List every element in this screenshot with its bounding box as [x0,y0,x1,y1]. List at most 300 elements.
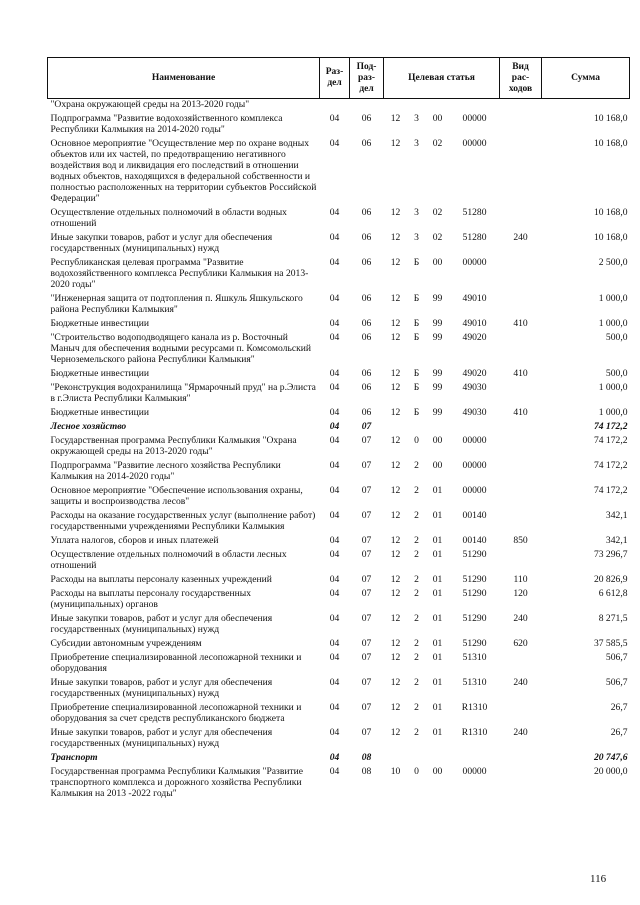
row-expense-type [500,763,542,799]
row-target-program [384,418,408,432]
row-target-program [384,749,408,763]
row-target-subprogram: 2 [414,535,419,546]
row-target-event: 00 [432,460,443,471]
row-name: Бюджетные инвестиции [50,407,149,418]
row-expense-type: 240 [513,727,528,738]
table-row [48,99,630,111]
row-podrazdel: 07 [361,435,372,446]
row-name: Подпрограмма "Развитие лесного хозяйства Республики Калмыкия на 2014-2020 годы" [50,460,281,482]
row-expense-type [500,418,542,432]
row-expense-type [500,432,542,457]
row-expense-type [500,99,542,111]
row-target-event: 01 [432,638,443,649]
row-target-event: 99 [432,293,443,304]
row-podrazdel: 07 [361,588,372,599]
table-row [48,329,630,365]
row-sum: 74 172,2 [593,485,628,496]
table-row [48,571,630,585]
row-name: "Строительство водоподводящего канала из р. Восточный Маныч для обеспечения водными ресурсами п. Комсомольский Черноземельского района Республики Калмыкия" [50,332,312,365]
row-expense-type: 850 [513,535,528,546]
table-row [48,724,630,749]
row-sum: 73 296,7 [593,549,628,560]
row-razdel: 04 [329,435,340,446]
table-row [48,610,630,635]
header-razdel: Раз- дел [320,58,350,99]
table-row [48,546,630,571]
table-row [48,649,630,674]
row-target-code: 00000 [462,257,487,268]
page-number: 116 [590,873,607,885]
row-razdel: 04 [329,382,340,393]
row-target-program: 12 [390,727,401,738]
row-sum: 342,1 [605,510,628,521]
row-target-subprogram: 2 [414,613,419,624]
header-name: Наименование [48,58,320,99]
row-podrazdel: 07 [361,574,372,585]
row-expense-type [500,749,542,763]
row-target-subprogram: 0 [414,766,419,777]
row-target-code: 49030 [462,407,487,418]
row-target-program: 12 [390,535,401,546]
table-row [48,635,630,649]
row-podrazdel [350,99,384,111]
row-expense-type [500,546,542,571]
row-name: Государственная программа Республики Калмыкия "Развитие транспортного комплекса и дорожного хозяйства Республики Калмыкия на 2013 -2022 годы" [50,766,304,799]
row-sum: 342,1 [605,535,628,546]
row-target-code: 51290 [462,549,487,560]
row-razdel: 04 [329,485,340,496]
row-target-program: 12 [390,138,401,149]
row-target-code: 00000 [462,460,487,471]
table-row [48,585,630,610]
row-razdel: 04 [329,113,340,124]
row-target-subprogram: 2 [414,574,419,585]
row-name: Государственная программа Республики Калмыкия "Охрана окружающей среды на 2013-2020 годы" [50,435,297,457]
row-razdel: 04 [329,549,340,560]
row-podrazdel: 06 [361,207,372,218]
row-target-code: R1310 [461,702,488,713]
row-podrazdel: 06 [361,407,372,418]
row-target-code: 00140 [462,535,487,546]
row-razdel: 04 [329,460,340,471]
header-vid: Вид рас- ходов [500,58,542,99]
header-target: Целевая статья [384,58,500,99]
row-name: Подпрограмма "Развитие водохозяйственного комплекса Республики Калмыкия на 2014-2020 годы" [50,113,283,135]
row-podrazdel: 07 [361,485,372,496]
table-row [48,315,630,329]
row-podrazdel: 07 [361,702,372,713]
row-target-program: 10 [390,766,401,777]
row-expense-type: 240 [513,232,528,243]
row-target-subprogram: Б [413,257,420,268]
row-sum: 74 172,2 [593,460,628,471]
row-target-event: 01 [432,613,443,624]
row-target-program: 12 [390,460,401,471]
row-target-event: 01 [432,510,443,521]
row-target-code: 51290 [462,574,487,585]
row-target-code: R1310 [461,727,488,738]
row-razdel: 04 [329,702,340,713]
row-target-event: 01 [432,588,443,599]
row-razdel: 04 [329,613,340,624]
row-podrazdel: 06 [361,232,372,243]
table-row [48,110,630,135]
row-razdel: 04 [329,138,340,149]
row-sum: 74 172,2 [593,421,628,432]
table-row [48,135,630,204]
row-sum: 20 000,0 [593,766,628,777]
row-target-code: 49010 [462,318,487,329]
row-name: "Инженерная защита от подтопления п. Яшкуль Яшкульского района Республики Калмыкия" [50,293,303,315]
row-target-subprogram: 3 [414,138,419,149]
row-name: "Реконструкция водохранилища "Ярмарочный пруд" на р.Элиста в г.Элиста Республики Калмыкия" [50,382,316,404]
row-target-subprogram: 2 [414,677,419,688]
row-expense-type: 620 [513,638,528,649]
row-target-event: 01 [432,485,443,496]
row-target-code: 49030 [462,382,487,393]
row-name: Основное мероприятие "Обеспечение использования охраны, защиты и воспроизводства лесов" [50,485,303,507]
row-podrazdel: 07 [361,535,372,546]
table-row [48,699,630,724]
row-target-program: 12 [390,510,401,521]
table-row [48,482,630,507]
row-target-subprogram: Б [413,332,420,343]
row-target-subprogram: Б [413,368,420,379]
row-target-subprogram: 2 [414,638,419,649]
row-target-event: 99 [432,407,443,418]
row-podrazdel: 06 [361,332,372,343]
section-row [48,749,630,763]
row-expense-type [500,457,542,482]
row-target-code [450,99,500,111]
row-target-subprogram: 2 [414,588,419,599]
row-target-program: 12 [390,485,401,496]
row-name: Осуществление отдельных полномочий в области водных отношений [50,207,287,229]
row-razdel: 04 [329,318,340,329]
row-expense-type [500,699,542,724]
row-name: Иные закупки товаров, работ и услуг для обеспечения государственных (муниципальных) нужд [50,727,273,749]
row-target-program: 12 [390,368,401,379]
row-name: Основное мероприятие "Осуществление мер по охране водных объектов или их частей, по предотвращению негативного воздействия вод и ликвидация его последствий в отношении водных объектов, находящихся в федеральной собственности и полностью расположенных на территории субъектов Российской Федерации" [50,138,317,204]
row-sum: 10 168,0 [593,207,628,218]
table-row [48,507,630,532]
row-sum: 20 747,6 [593,752,628,763]
row-podrazdel: 07 [361,460,372,471]
row-target-code: 51290 [462,638,487,649]
row-podrazdel: 07 [361,549,372,560]
row-target-event: 01 [432,549,443,560]
row-name: Транспорт [50,752,98,763]
table-row [48,432,630,457]
row-expense-type [500,110,542,135]
row-name: Иные закупки товаров, работ и услуг для обеспечения государственных (муниципальных) нужд [50,232,273,254]
row-sum: 74 172,2 [593,435,628,446]
row-expense-type: 410 [513,368,528,379]
row-sum: 500,0 [605,368,628,379]
row-target-program: 12 [390,232,401,243]
row-name: "Охрана окружающей среды на 2013-2020 годы" [50,99,250,110]
row-name: Республиканская целевая программа "Развитие водохозяйственного комплекса Республики Калмыкия на 2013-2020 годы" [50,257,309,290]
row-target-subprogram: 3 [414,113,419,124]
row-target-program: 12 [390,318,401,329]
row-name: Иные закупки товаров, работ и услуг для обеспечения государственных (муниципальных) нужд [50,613,273,635]
row-sum: 37 585,5 [593,638,628,649]
row-target-program: 12 [390,435,401,446]
row-target-event: 01 [432,652,443,663]
row-name: Расходы на оказание государственных услуг (выполнение работ) государственными учреждениями Республики Калмыкия [50,510,316,532]
row-name: Лесное хозяйство [50,421,127,432]
row-razdel [320,99,350,111]
row-razdel: 04 [329,588,340,599]
row-razdel: 04 [329,652,340,663]
row-target-program: 12 [390,702,401,713]
row-target-program: 12 [390,613,401,624]
row-expense-type: 240 [513,677,528,688]
row-target-subprogram: Б [413,407,420,418]
row-expense-type [500,254,542,290]
row-target-event: 01 [432,702,443,713]
table-row [48,229,630,254]
row-podrazdel: 07 [361,652,372,663]
row-target-subprogram: 2 [414,510,419,521]
row-sum: 10 168,0 [593,138,628,149]
row-target-event: 01 [432,574,443,585]
row-target-subprogram [408,418,426,432]
row-target-event: 01 [432,727,443,738]
row-sum: 2 500,0 [598,257,628,268]
row-expense-type [500,482,542,507]
budget-table [47,57,630,799]
row-name: Субсидии автономным учреждениям [50,638,202,649]
row-target-subprogram: 2 [414,652,419,663]
row-target-program: 12 [390,638,401,649]
row-target-subprogram [408,99,426,111]
row-podrazdel: 06 [361,257,372,268]
row-sum: 1 000,0 [598,318,628,329]
row-target-program: 12 [390,677,401,688]
row-target-code [450,749,500,763]
row-target-event [426,749,450,763]
row-podrazdel: 07 [361,421,372,432]
row-podrazdel: 07 [361,638,372,649]
row-target-subprogram: 2 [414,485,419,496]
row-sum: 1 000,0 [598,382,628,393]
table-row [48,365,630,379]
row-target-subprogram: 2 [414,460,419,471]
row-expense-type: 110 [513,574,528,585]
row-expense-type: 240 [513,613,528,624]
row-target-program: 12 [390,207,401,218]
row-target-code [450,418,500,432]
section-row [48,418,630,432]
row-sum: 10 168,0 [593,232,628,243]
row-razdel: 04 [329,510,340,521]
row-target-event: 02 [432,207,443,218]
row-sum: 500,0 [605,332,628,343]
row-target-event [426,418,450,432]
header-sum: Сумма [542,58,630,99]
row-sum: 506,7 [605,677,628,688]
row-target-program: 12 [390,652,401,663]
row-expense-type: 410 [513,318,528,329]
row-target-code: 51290 [462,613,487,624]
table-row [48,204,630,229]
row-name: Приобретение специализированной лесопожарной техники и оборудования [50,652,302,674]
row-razdel: 04 [329,368,340,379]
row-podrazdel: 06 [361,318,372,329]
row-sum: 8 271,5 [598,613,628,624]
row-target-subprogram [408,749,426,763]
row-target-program: 12 [390,113,401,124]
table-row [48,763,630,799]
row-target-subprogram: 0 [414,435,419,446]
row-expense-type [500,379,542,404]
row-razdel: 04 [329,407,340,418]
row-sum: 20 826,9 [593,574,628,585]
row-name: Бюджетные инвестиции [50,318,149,329]
row-target-code: 49020 [462,368,487,379]
row-target-event: 02 [432,138,443,149]
row-target-code: 00000 [462,485,487,496]
row-razdel: 04 [329,257,340,268]
row-expense-type: 120 [513,588,528,599]
table-row [48,674,630,699]
row-razdel: 04 [329,332,340,343]
row-name: Уплата налогов, сборов и иных платежей [50,535,219,546]
row-razdel: 04 [329,293,340,304]
row-name: Иные закупки товаров, работ и услуг для обеспечения государственных (муниципальных) нужд [50,677,273,699]
row-target-event: 01 [432,677,443,688]
row-target-subprogram: 2 [414,727,419,738]
row-target-event: 00 [432,766,443,777]
row-razdel: 04 [329,766,340,777]
row-name: Расходы на выплаты персоналу государственных (муниципальных) органов [50,588,252,610]
table-row [48,379,630,404]
row-name: Расходы на выплаты персоналу казенных учреждений [50,574,272,585]
row-target-event [426,99,450,111]
row-target-program: 12 [390,382,401,393]
row-target-event: 99 [432,368,443,379]
row-sum: 26,7 [610,727,628,738]
row-name: Бюджетные инвестиции [50,368,149,379]
row-podrazdel: 06 [361,368,372,379]
row-target-code: 00000 [462,435,487,446]
row-sum: 10 168,0 [593,113,628,124]
row-razdel: 04 [329,207,340,218]
row-target-event: 00 [432,435,443,446]
row-razdel: 04 [329,727,340,738]
row-podrazdel: 06 [361,113,372,124]
row-target-code: 51290 [462,588,487,599]
row-target-code: 00000 [462,113,487,124]
row-expense-type [500,649,542,674]
row-podrazdel: 08 [361,766,372,777]
row-expense-type: 410 [513,407,528,418]
row-target-subprogram: Б [413,318,420,329]
row-expense-type [500,204,542,229]
row-target-code: 51280 [462,232,487,243]
row-target-code: 49020 [462,332,487,343]
row-target-program: 12 [390,293,401,304]
row-sum: 1 000,0 [598,293,628,304]
row-podrazdel: 08 [361,752,372,763]
row-target-code: 00000 [462,138,487,149]
row-target-event: 00 [432,113,443,124]
row-target-event: 00 [432,257,443,268]
row-podrazdel: 07 [361,727,372,738]
table-row [48,457,630,482]
table-row [48,404,630,418]
table-row [48,254,630,290]
row-podrazdel: 06 [361,138,372,149]
row-expense-type [500,507,542,532]
row-target-code: 00140 [462,510,487,521]
budget-table-page [47,57,629,799]
row-target-program: 12 [390,332,401,343]
row-target-subprogram: Б [413,293,420,304]
row-target-code: 49010 [462,293,487,304]
row-podrazdel: 06 [361,382,372,393]
row-name: Приобретение специализированной лесопожарной техники и оборудования за счет средств республиканского бюджета [50,702,302,724]
row-target-subprogram: 3 [414,232,419,243]
row-podrazdel: 07 [361,510,372,521]
row-target-program: 12 [390,257,401,268]
row-name: Осуществление отдельных полномочий в области лесных отношений [50,549,287,571]
row-podrazdel: 07 [361,677,372,688]
row-target-code: 51280 [462,207,487,218]
row-target-code: 51310 [462,652,487,663]
row-podrazdel: 06 [361,293,372,304]
row-target-subprogram: 3 [414,207,419,218]
row-expense-type [500,329,542,365]
row-target-subprogram: 2 [414,549,419,560]
table-body [48,99,630,800]
row-podrazdel: 07 [361,613,372,624]
row-target-event: 99 [432,332,443,343]
row-target-event: 99 [432,318,443,329]
row-expense-type [500,290,542,315]
row-target-event: 99 [432,382,443,393]
row-razdel: 04 [329,574,340,585]
row-target-program: 12 [390,574,401,585]
row-target-code: 00000 [462,766,487,777]
row-target-event: 01 [432,535,443,546]
row-target-program: 12 [390,549,401,560]
row-target-event: 02 [432,232,443,243]
row-razdel: 04 [329,638,340,649]
table-header [48,58,630,99]
row-target-program [384,99,408,111]
row-sum [542,99,630,111]
row-sum: 26,7 [610,702,628,713]
row-razdel: 04 [329,677,340,688]
row-target-program: 12 [390,588,401,599]
table-row [48,532,630,546]
row-target-program: 12 [390,407,401,418]
row-sum: 1 000,0 [598,407,628,418]
row-expense-type [500,135,542,204]
row-sum: 6 612,8 [598,588,628,599]
table-row [48,290,630,315]
header-podrazdel: Под- раз- дел [350,58,384,99]
row-target-subprogram: 2 [414,702,419,713]
row-target-code: 51310 [462,677,487,688]
row-sum: 506,7 [605,652,628,663]
row-target-subprogram: Б [413,382,420,393]
row-razdel: 04 [329,752,340,763]
row-razdel: 04 [329,535,340,546]
row-razdel: 04 [329,421,340,432]
